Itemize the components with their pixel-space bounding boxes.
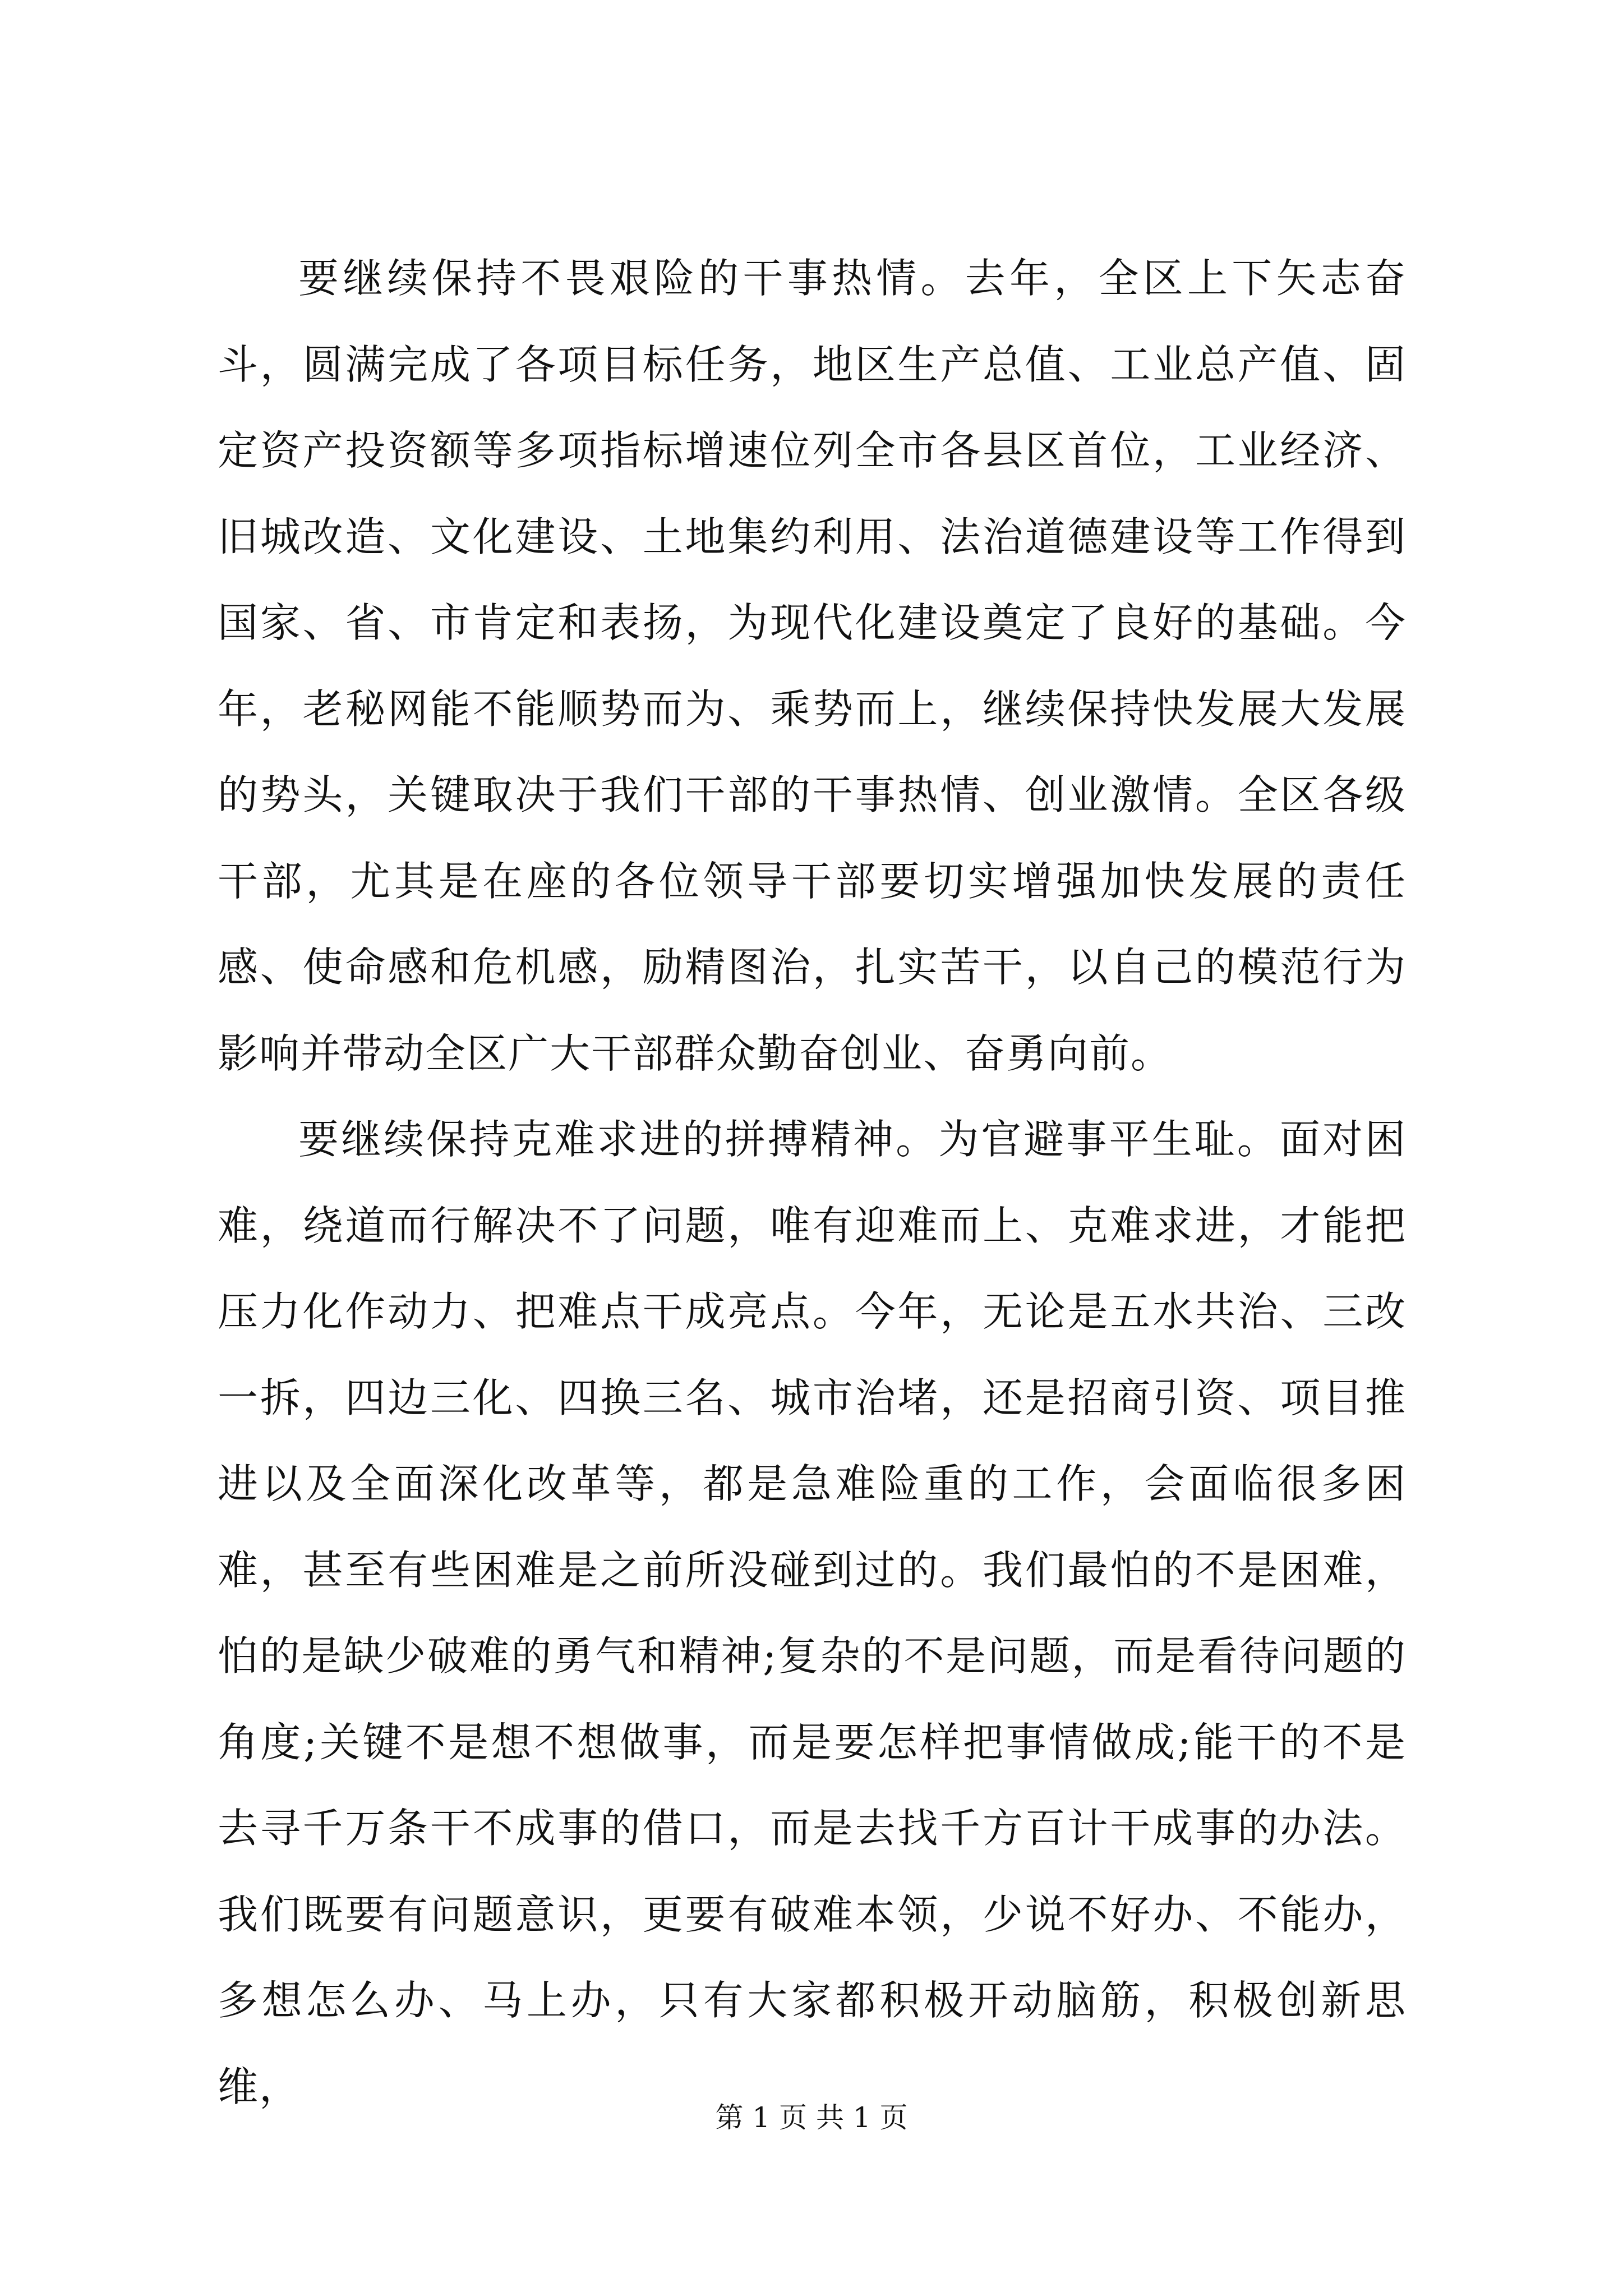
page-footer: 第 1 页 共 1 页 — [715, 2101, 908, 2134]
paragraph-1: 要继续保持不畏艰险的干事热情。去年，全区上下矢志奋斗，圆满完成了各项目标任务，地区生产总值、工业总产值、固定资产投资额等多项指标增速位列全市各县区首位，工业经济、旧城改造、文化建设、土地集约利用、法治道德建设等工作得到国家、省、市肯定和表扬，为现代化建设奠定了良好的基础。今年，老秘网能不能顺势而为、乘势而上，继续保持快发展大发展的势头，关键取决于我们干部的干事热情、创业激情。全区各级干部，尤其是在座的各位领导干部要切实增强加快发展的责任感、使命感和危机感，励精图治，扎实苦干，以自己的模范行为影响并带动全区广大干部群众勤奋创业、奋勇向前。 — [218, 255, 1407, 1077]
paragraph-2: 要继续保持克难求进的拼搏精神。为官避事平生耻。面对困难，绕道而行解决不了问题，唯有迎难而上、克难求进，才能把压力化作动力、把难点干成亮点。今年，无论是五水共治、三改一拆，四边三化、四换三名、城市治堵，还是招商引资、项目推进以及全面深化改革等，都是急难险重的工作，会面临很多困难，甚至有些困难是之前所没碰到过的。我们最怕的不是困难，怕的是缺少破难的勇气和精神;复杂的不是问题，而是看待问题的角度;关键不是想不想做事，而是要怎样把事情做成;能干的不是去寻千万条干不成事的借口，而是去找千方百计干成事的办法。我们既要有问题意识，更要有破难本领，少说不好办、不能办，多想怎么办、马上办，只有大家都积极开动脑筋，积极创新思维， — [218, 1116, 1407, 2110]
document-body — [218, 236, 1407, 2130]
